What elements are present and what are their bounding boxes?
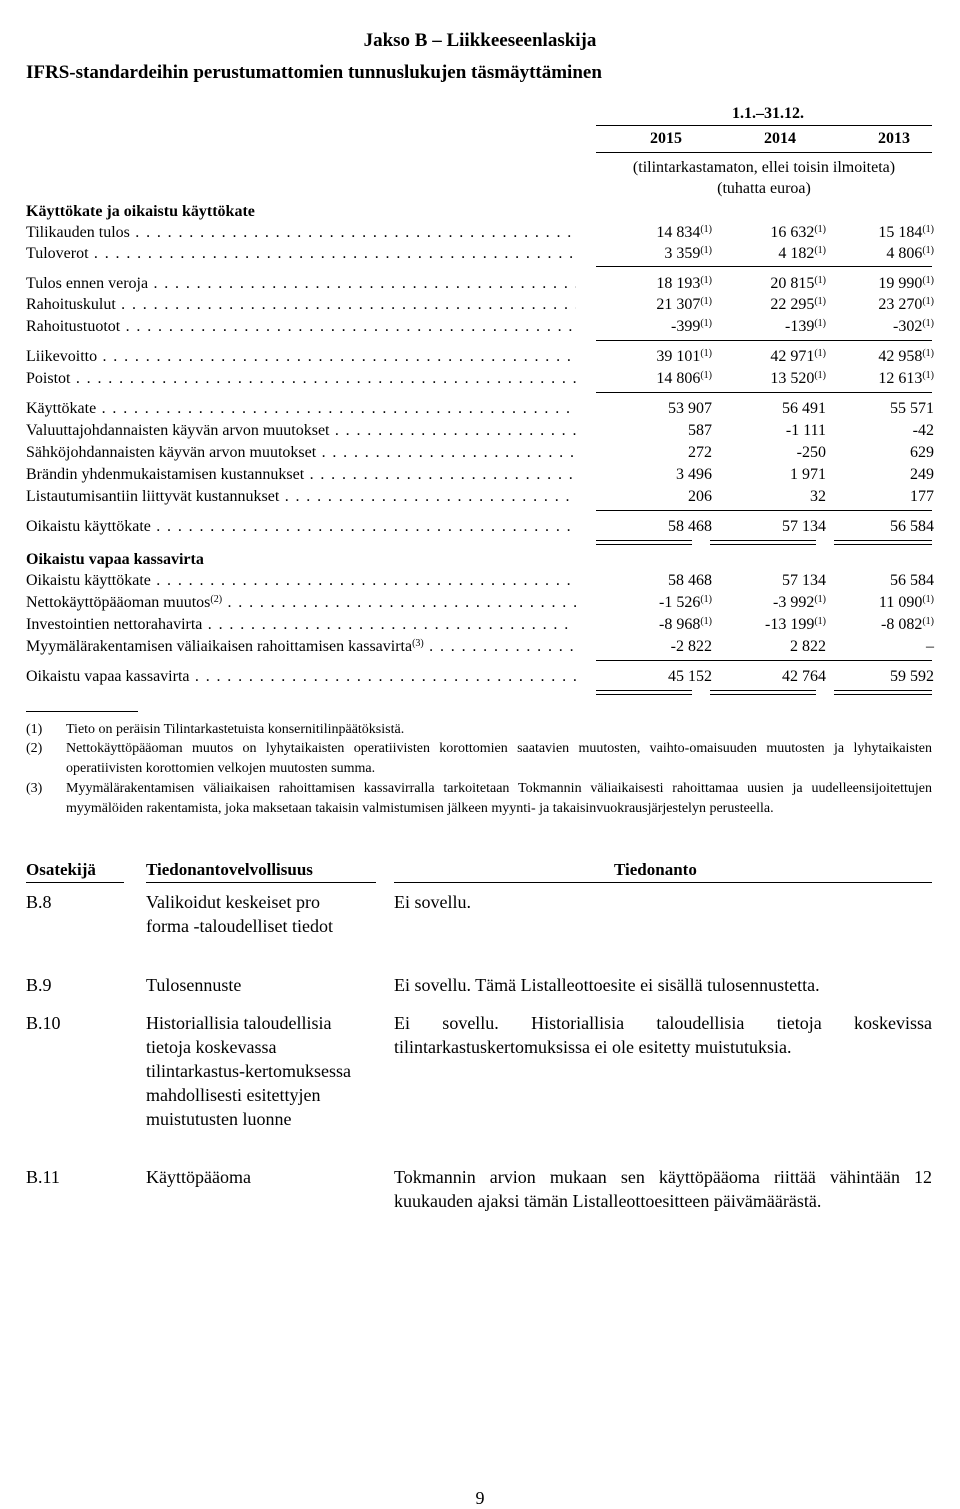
header-rule (26, 882, 124, 883)
value-2014: -139$^{(1)}$ (785, 318, 826, 335)
row-label: Sähköjohdannaisten käyvän arvon muutokset . . . (26, 444, 576, 462)
row-label: Valuuttajohdannaisten käyvän arvon muutokset . . . (26, 422, 576, 440)
element-id: B.8 (26, 892, 52, 912)
footnote-number: (2) (26, 741, 43, 756)
row-label: Rahoituskulut . . . (26, 296, 576, 314)
table-row (0, 318, 960, 340)
value-2013: -302$^{(1)}$ (893, 318, 934, 335)
value-2015: 58 468 (668, 518, 712, 535)
header-rule (146, 882, 376, 883)
value-2014: 1 971 (790, 466, 826, 483)
row-label: Tulos ennen veroja . . . (26, 275, 576, 293)
disclosure-text: Ei sovellu. Tämä Listalleottoesite ei sisällä tulosennustetta. (394, 975, 820, 995)
value-2013: 11 090$^{(1)}$ (878, 594, 934, 611)
element-id: B.10 (26, 1013, 61, 1033)
value-2015: 14 806$^{(1)}$ (656, 370, 712, 387)
requirement-text: Käyttöpääoma (146, 1167, 251, 1187)
section-title: Jakso B – Liikkeeseenlaskija (363, 30, 597, 51)
subtotal-rule (596, 266, 932, 267)
footnote-text: Tieto on peräisin Tilintarkastetuista konsernitilinpäätöksistä. (66, 722, 405, 737)
table-row (0, 370, 960, 392)
header-disclosure: Tiedonanto (614, 860, 697, 879)
value-2015: 21 307$^{(1)}$ (656, 296, 712, 313)
value-2013: 23 270$^{(1)}$ (878, 296, 934, 313)
subtotal-rule (596, 510, 932, 511)
footnote-1 (26, 720, 932, 740)
total-double-rule (596, 690, 692, 695)
table-row (0, 518, 960, 540)
value-2014: 22 295$^{(1)}$ (770, 296, 826, 313)
value-2013: 59 592 (890, 668, 934, 685)
table-row (0, 444, 960, 466)
value-2015: -399$^{(1)}$ (671, 318, 712, 335)
value-2015: 206 (688, 488, 712, 505)
row-label: Myymälärakentamisen väliaikaisen rahoittamisen kassavirta$^{(3)}$ . . . (26, 638, 576, 656)
value-2014: 20 815$^{(1)}$ (770, 275, 826, 292)
element-id: B.11 (26, 1167, 60, 1187)
total-double-rule (834, 690, 932, 695)
value-2015: 3 496 (676, 466, 712, 483)
value-2013: 56 584 (890, 572, 934, 589)
value-2015: 587 (688, 422, 712, 439)
page-number: 9 (475, 1488, 485, 1508)
row-label: Brändin yhdenmukaistamisen kustannukset . . . (26, 466, 576, 484)
page-subtitle: IFRS-standardeihin perustumattomien tunnuslukujen täsmäyttäminen (26, 62, 602, 83)
disclosure-text: Tokmannin arvion mukaan sen käyttöpääoma riittää vähintään 12 kuukauden ajaksi tämän Listalleottoesitteen päivämäärästä. (394, 1167, 932, 1211)
table-row (0, 348, 960, 370)
footnote-text: Nettokäyttöpääoman muutos on lyhytaikaisten operatiivisten korottomien saatavien muutosten, vaihto-omaisuuden muutosten ja lyhytaikaisten operatiivisten korottomien velkojen muutosten summa. (66, 741, 932, 776)
footnote-2 (26, 739, 932, 779)
value-2015: -1 526$^{(1)}$ (659, 594, 712, 611)
table-row (0, 572, 960, 594)
value-2013: 4 806$^{(1)}$ (886, 245, 934, 262)
footnote-number: (1) (26, 722, 43, 737)
row-label: Tilikauden tulos . . . (26, 224, 576, 242)
value-2014: 56 491 (782, 400, 826, 417)
ebitda-heading: Käyttökate ja oikaistu käyttökate (26, 203, 255, 220)
footnote-text: Myymälärakentamisen väliaikaisen rahoittamisen kassavirralla tarkoitetaan Tokmannin väliaikaisesti rahoittamaa uusien ja uudelleensijoitettujen myymälöiden rakentamista, joka maksetaan takaisin valmistumisen jälkeen myynti- ja takaisinvuokrausjärjestelyn perusteella. (66, 781, 932, 816)
table-row (0, 224, 960, 246)
disclosure-text: Ei sovellu. (394, 892, 471, 912)
value-2015: -8 968$^{(1)}$ (659, 616, 712, 633)
row-label: Poistot . . . (26, 370, 576, 388)
total-double-rule (834, 540, 932, 545)
table-row (0, 668, 960, 690)
table-row (0, 594, 960, 616)
row-label: Tuloverot . . . (26, 245, 576, 263)
header-rule (394, 882, 932, 883)
value-2013: 249 (910, 466, 934, 483)
value-2013: 629 (910, 444, 934, 461)
total-double-rule (596, 540, 692, 545)
value-2014: 16 632$^{(1)}$ (770, 224, 826, 241)
table-row (0, 245, 960, 267)
value-2015: 14 834$^{(1)}$ (656, 224, 712, 241)
value-2015: 53 907 (668, 400, 712, 417)
table-row (0, 466, 960, 488)
requirement-text: Valikoidut keskeiset pro forma -taloudelliset tiedot (146, 892, 333, 936)
table-row (0, 616, 960, 638)
value-2013: 12 613$^{(1)}$ (878, 370, 934, 387)
disclosure-text: Ei sovellu. Historiallisia taloudellisia tietoja koskevissa tilintarkastuskertomuksissa ei ole esitetty muistutuksia. (394, 1013, 932, 1057)
row-label: Liikevoitto . . . (26, 348, 576, 366)
value-2014: -250 (796, 444, 826, 461)
row-label: Oikaistu käyttökate . . . (26, 518, 576, 536)
row-label: Oikaistu vapaa kassavirta . . . (26, 668, 576, 686)
value-2015: 39 101$^{(1)}$ (656, 348, 712, 365)
value-2014: 42 764 (782, 668, 826, 685)
period-rule (596, 125, 932, 126)
value-2013: -42 (912, 422, 934, 439)
value-2014: 4 182$^{(1)}$ (778, 245, 826, 262)
requirement-text: Tulosennuste (146, 975, 242, 995)
table-row (0, 400, 960, 422)
value-2015: -2 822 (670, 638, 712, 655)
value-2015: 58 468 (668, 572, 712, 589)
value-2013: -8 082$^{(1)}$ (881, 616, 934, 633)
footnote-number: (3) (26, 781, 43, 796)
audit-note: (tilintarkastamaton, ellei toisin ilmoiteta) (632, 159, 896, 176)
row-label: Oikaistu käyttökate . . . (26, 572, 576, 590)
value-2014: 32 (810, 488, 826, 505)
value-2014: -1 111 (785, 422, 826, 439)
value-2014: 42 971$^{(1)}$ (770, 348, 826, 365)
value-2014: 13 520$^{(1)}$ (770, 370, 826, 387)
table-row (0, 275, 960, 297)
value-2015: 3 359$^{(1)}$ (664, 245, 712, 262)
value-2013: 42 958$^{(1)}$ (878, 348, 934, 365)
subtotal-rule (596, 660, 932, 661)
footnote-3 (26, 779, 932, 839)
table-row (0, 422, 960, 444)
value-2014: 57 134 (782, 572, 826, 589)
header-requirement: Tiedonantovelvollisuus (146, 860, 313, 879)
table-row (0, 488, 960, 510)
value-2015: 272 (688, 444, 712, 461)
value-2014: 2 822 (790, 638, 826, 655)
value-2013: 15 184$^{(1)}$ (878, 224, 934, 241)
value-2014: -13 199$^{(1)}$ (765, 616, 826, 633)
row-label: Käyttökate . . . (26, 400, 576, 418)
year-2014: 2014 (764, 130, 796, 147)
fcf-heading: Oikaistu vapaa kassavirta (26, 551, 204, 568)
value-2013: 19 990$^{(1)}$ (878, 275, 934, 292)
year-2013: 2013 (878, 130, 910, 147)
element-id: B.9 (26, 975, 52, 995)
requirement-text: Historiallisia taloudellisia tietoja koskevassa tilintarkastus-kertomuksessa mahdollisesti esitettyjen muistutusten luonne (146, 1013, 351, 1129)
currency-note: (tuhatta euroa) (717, 180, 811, 197)
subtotal-rule (596, 392, 932, 393)
row-label: Investointien nettorahavirta . . . (26, 616, 576, 634)
year-rule (596, 152, 932, 153)
row-label: Nettokäyttöpääoman muutos$^{(2)}$ . . . (26, 594, 576, 612)
value-2013: 177 (910, 488, 934, 505)
value-2014: -3 992$^{(1)}$ (773, 594, 826, 611)
year-2015: 2015 (650, 130, 682, 147)
total-double-rule (710, 540, 816, 545)
value-2013: 56 584 (890, 518, 934, 535)
value-2015: 18 193$^{(1)}$ (656, 275, 712, 292)
value-2013: – (926, 638, 934, 655)
row-label: Rahoitustuotot . . . (26, 318, 576, 336)
subtotal-rule (596, 340, 932, 341)
total-double-rule (710, 690, 816, 695)
period-label: 1.1.–31.12. (732, 105, 804, 122)
value-2014: 57 134 (782, 518, 826, 535)
table-row (0, 296, 960, 318)
value-2015: 45 152 (668, 668, 712, 685)
value-2013: 55 571 (890, 400, 934, 417)
footnote-rule (26, 711, 138, 712)
header-element: Osatekijä (26, 860, 96, 879)
row-label: Listautumisantiin liittyvät kustannukset . . . (26, 488, 576, 506)
table-row (0, 638, 960, 660)
